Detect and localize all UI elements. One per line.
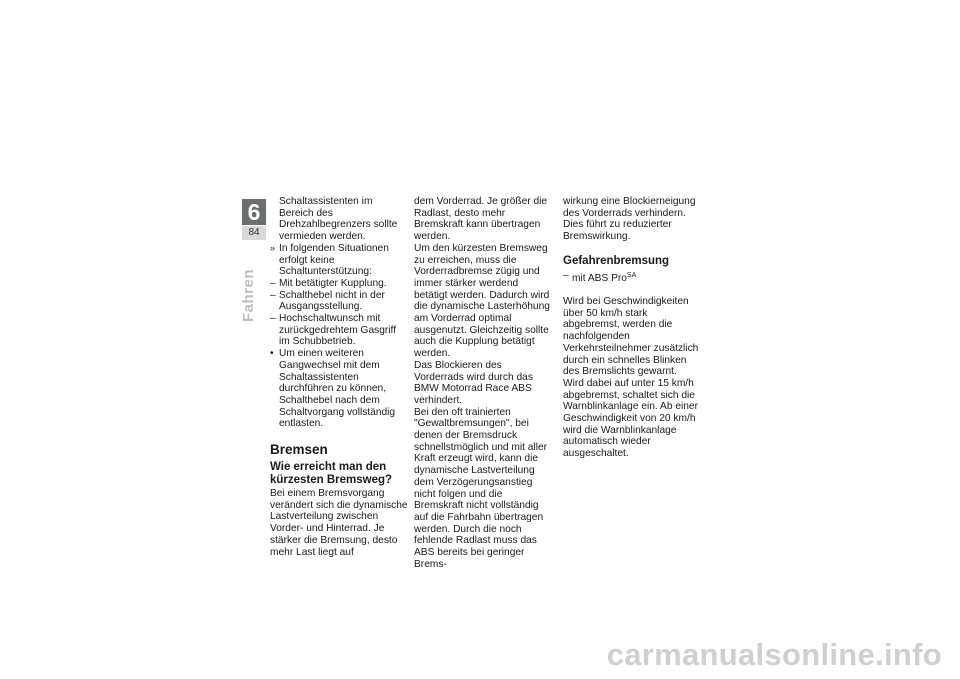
- column-3: [563, 196, 701, 460]
- paragraph: Um den kürzesten Bremsweg zu erreichen, muss die Vorderradbremse zügig und immer stärker werdend betätigt werden. Dadurch wird die dynamische Lasterhöhung am Vorderrad optimal ausgenutzt. Gleichzeitig sollte auch die Kupplung betätigt werden.: [414, 242, 550, 360]
- paragraph: Das Blockieren des Vorderrads wird durch das BMW Motorrad Race ABS verhindert.: [414, 359, 533, 406]
- heading-bremsen: Bremsen: [270, 442, 328, 458]
- special-equipment-marker: SA: [626, 272, 637, 280]
- column-2: [414, 196, 552, 571]
- paragraph: wirkung eine Blockierneigung des Vorderrads verhindern. Dies führt zu reduzierter Bremswirkung.: [563, 196, 696, 243]
- bullet-icon: •: [270, 348, 274, 360]
- watermark: carmanualsonline.info: [606, 637, 942, 672]
- list-item: – Schalthebel nicht in der Ausgangsstellung.: [270, 289, 385, 313]
- dash-icon: –: [270, 313, 276, 325]
- dash-icon: –: [563, 270, 569, 282]
- list-item: – mit ABS Pro$^{SA}$: [563, 270, 637, 285]
- paragraph: Bei den oft trainierten "Gewaltbremsungen", bei denen der Bremsdruck schnellstmöglich und mit aller Kraft erzeugt wird, kann die dynamische Lastverteilung dem Verzögerungsanstieg nicht folgen und die Bremskraft nicht vollständig auf die Fahrbahn übertragen werden. Durch die noch fehlende Radlast muss das ABS bereits bei geringer Brems-: [414, 406, 548, 570]
- list-item: – Mit betätigter Kupplung.: [270, 277, 387, 289]
- list-item: • Um einen weiteren Gangwechsel mit dem Schaltassistenten durchführen zu können, Schalthebel nach dem Schaltvorgang vollständig entlasten.: [270, 348, 396, 430]
- page-number: 84: [242, 226, 266, 240]
- dash-icon: –: [270, 277, 276, 289]
- heading-kuerzester-bremsweg: Wie erreicht man den kürzesten Bremsweg?: [270, 461, 393, 486]
- dash-icon: –: [270, 289, 276, 301]
- column-1: [270, 196, 408, 558]
- arrow-icon: »: [270, 242, 276, 253]
- list-item: – Hochschaltwunsch mit zurückgedrehtem Gasgriff im Schubbetrieb.: [270, 313, 397, 348]
- chapter-number: 6: [242, 199, 266, 225]
- section-label: Fahren: [240, 268, 257, 322]
- paragraph: Bei einem Bremsvorgang verändert sich die dynamische Lastverteilung zwischen Vorder- und Hinterrad. Je stärker die Bremsung, desto mehr Last liegt auf: [270, 488, 408, 558]
- paragraph: dem Vorderrad. Je größer die Radlast, desto mehr Bremskraft kann übertragen werden.: [414, 196, 548, 243]
- paragraph-continued: Schaltassistenten im Bereich des Drehzahlbegrenzers sollte vermieden werden.: [279, 196, 398, 243]
- paragraph: Wird dabei auf unter 15 km/h abgebremst, schaltet sich die Warnblinkanlage ein. Ab einer Geschwindigkeit von 20 km/h wird die Warnblinkanlage automatisch wieder ausgeschaltet.: [563, 377, 698, 460]
- spacer: [563, 285, 701, 296]
- paragraph: Wird bei Geschwindigkeiten über 50 km/h stark abgebremst, werden die nachfolgenden Verkehrsteilnehmer zusätzlich durch ein schnelles Blinken des Bremslichts gewarnt.: [563, 296, 699, 378]
- list-item: » In folgenden Situationen erfolgt keine Schaltunterstützung:: [270, 242, 389, 278]
- heading-gefahrenbremsung: Gefahrenbremsung: [563, 254, 670, 267]
